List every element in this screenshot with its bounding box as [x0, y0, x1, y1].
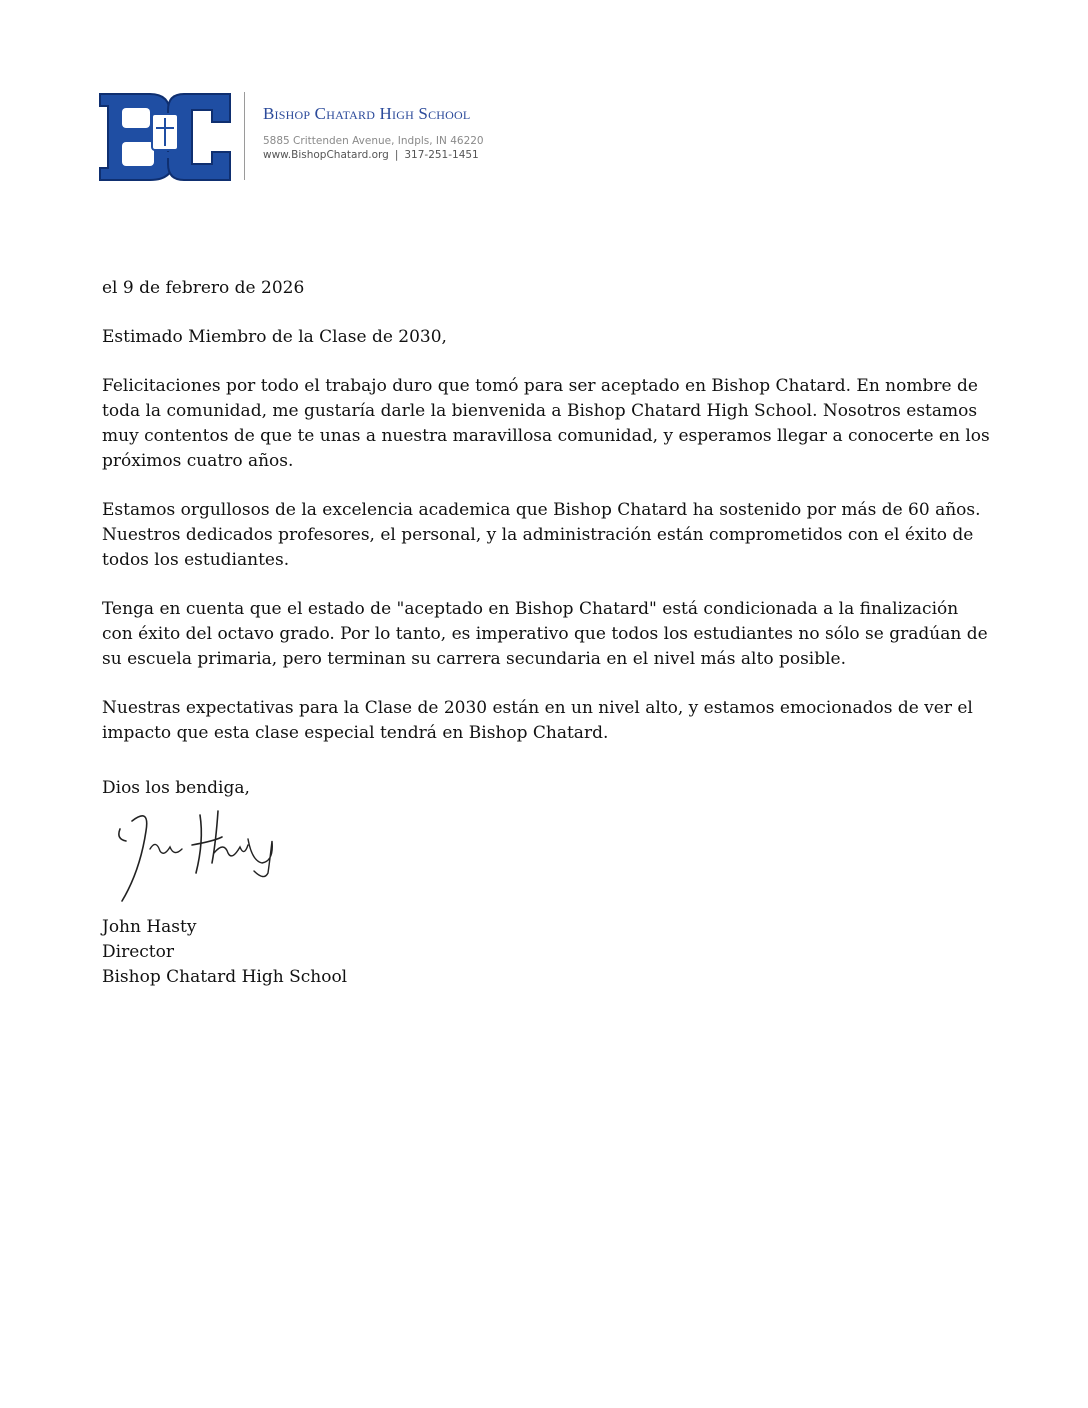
signer-title: Director	[102, 942, 174, 962]
letter-paragraph-3: Tenga en cuenta que el estado de "aceptado en Bishop Chatard" está condicionada a la finalización con éxito del octavo grado. Por lo tanto, es imperativo que todos los estudiantes no sólo se gradúan de su escuela primaria, pero terminan su carrera secundaria en el nivel más alto posible.	[102, 599, 988, 669]
handwritten-signature	[102, 801, 302, 911]
school-name: Bishop Chatard High School	[263, 104, 471, 123]
letter-salutation: Estimado Miembro de la Clase de 2030,	[102, 327, 447, 347]
letter-date: el 9 de febrero de 2026	[102, 278, 305, 298]
letterhead-divider	[244, 92, 245, 180]
signature-block	[102, 776, 992, 990]
signer-organization: Bishop Chatard High School	[102, 967, 348, 987]
bc-monogram-logo	[98, 92, 232, 182]
school-phone: 317-251-1451	[404, 149, 479, 161]
letter-paragraph-1: Felicitaciones por todo el trabajo duro que tomó para ser aceptado en Bishop Chatard. En nombre de toda la comunidad, me gustaría darle la bienvenida a Bishop Chatard High School. Nosotros estamos muy contentos de que te unas a nuestra maravillosa comunidad, y esperamos llegar a conocerte en los próximos cuatro años.	[102, 376, 990, 471]
letter-paragraph-4: Nuestras expectativas para la Clase de 2030 están en un nivel alto, y estamos emocionados de ver el impacto que esta clase especial tendrá en Bishop Chatard.	[102, 698, 973, 743]
school-website[interactable]: www.BishopChatard.org	[263, 149, 389, 161]
school-address: 5885 Crittenden Avenue, Indpls, IN 46220	[263, 135, 484, 147]
letterhead	[98, 92, 518, 184]
letter-closing: Dios los bendiga,	[102, 778, 250, 798]
signer-name: John Hasty	[102, 917, 197, 937]
contact-line	[263, 149, 484, 161]
letter-body	[102, 276, 992, 990]
letter-paragraph-2: Estamos orgullosos de la excelencia academica que Bishop Chatard ha sostenido por más de 60 años. Nuestros dedicados profesores, el personal, y la administración están comprometidos con el éxito de todos los estudiantes.	[102, 500, 981, 570]
letterhead-text	[263, 104, 484, 161]
contact-separator: |	[394, 149, 399, 161]
